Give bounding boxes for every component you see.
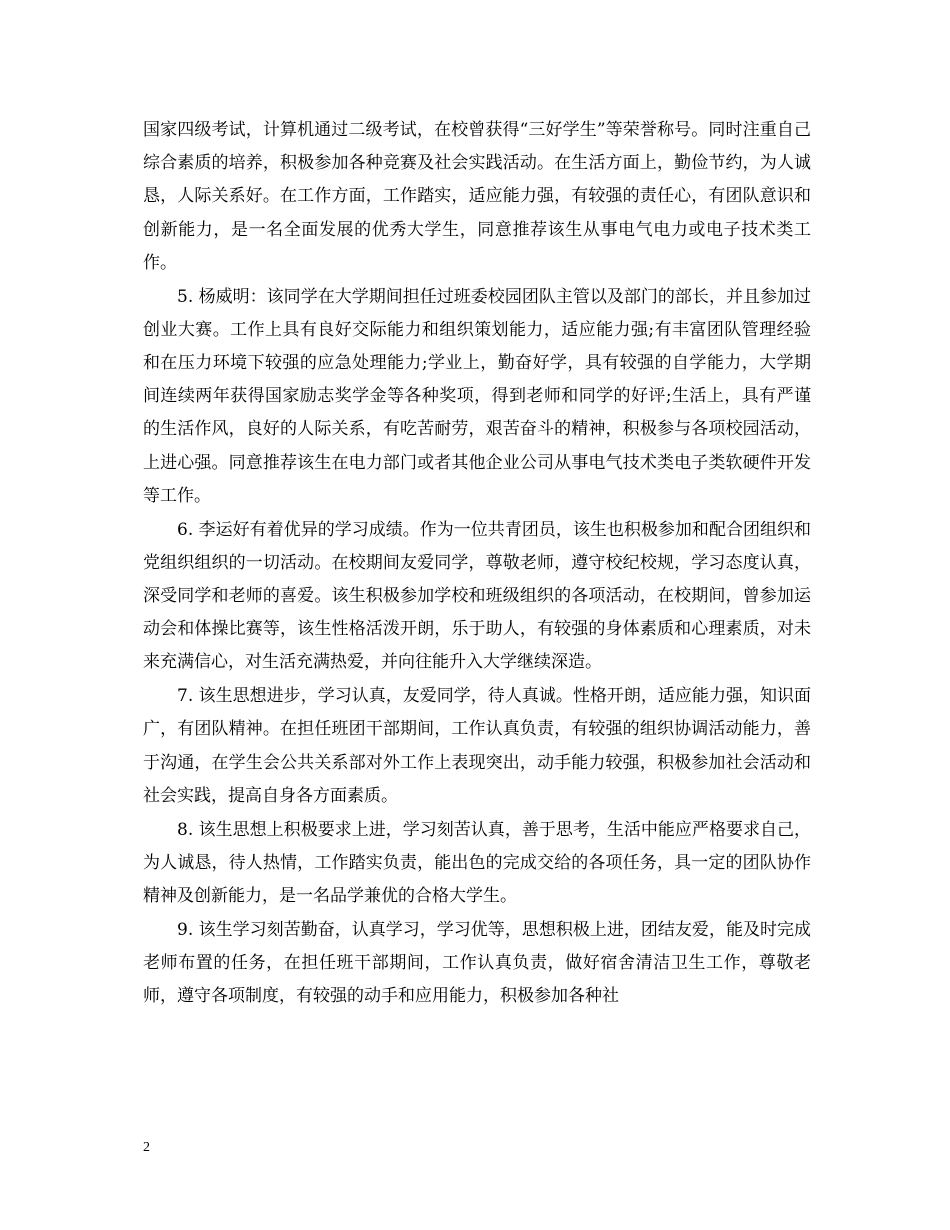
page-number: 2 <box>143 1140 150 1155</box>
paragraph-item-7: 7. 该生思想进步，学习认真，友爱同学，待人真诚。性格开朗，适应能力强，知识面广，有团队精神。在担任班团干部期间，工作认真负责，有较强的组织协调活动能力，善于沟通，在学生会公共关系部对外工作上表现突出，动手能力较强，积极参加社会活动和社会实践，提高自身各方面素质。 <box>143 686 811 806</box>
paragraph-item-5: 5. 杨威明：该同学在大学期间担任过班委校园团队主管以及部门的部长，并且参加过创业大赛。工作上具有良好交际能力和组织策划能力，适应能力强;有丰富团队管理经验和在压力环境下较强的应急处理能力;学业上，勤奋好学，具有较强的自学能力，大学期间连续两年获得国家励志奖学金等各种奖项，得到老师和同学的好评;生活上，具有严谨的生活作风，良好的人际关系，有吃苦耐劳，艰苦奋斗的精神，积极参与各项校园活动，上进心强。同意推荐该生在电力部门或者其他企业公司从事电气技术类电子类软硬件开发等工作。 <box>143 286 811 506</box>
paragraph-item-6: 6. 李运好有着优异的学习成绩。作为一位共青团员，该生也积极参加和配合团组织和党组织组织的一切活动。在校期间友爱同学，尊敬老师，遵守校纪校规，学习态度认真，深受同学和老师的喜爱。该生积极参加学校和班级组织的各项活动，在校期间，曾参加运动会和体操比赛等，该生性格活泼开朗，乐于助人，有较强的身体素质和心理素质，对未来充满信心，对生活充满热爱，并向往能升入大学继续深造。 <box>143 519 811 673</box>
paragraph-item-8: 8. 该生思想上积极要求上进，学习刻苦认真，善于思考，生活中能应严格要求自己，为人诚恳，待人热情，工作踏实负责，能出色的完成交给的各项任务，具一定的团队协作精神及创新能力，是一名品学兼优的合格大学生。 <box>143 819 811 907</box>
paragraph-continuation: 国家四级考试，计算机通过二级考试，在校曾获得“三好学生”等荣誉称号。同时注重自己综合素质的培养，积极参加各种竞赛及社会实践活动。在生活方面上，勤俭节约，为人诚恳，人际关系好。在工作方面，工作踏实，适应能力强，有较强的责任心，有团队意识和创新能力，是一名全面发展的优秀大学生，同意推荐该生从事电气电力或电子技术类工作。 <box>143 120 811 273</box>
document-body <box>143 114 811 1013</box>
paragraph-item-9: 9. 该生学习刻苦勤奋，认真学习，学习优等，思想积极上进，团结友爱，能及时完成老师布置的任务，在担任班干部期间，工作认真负责，做好宿舍清洁卫生工作，尊敬老师，遵守各项制度，有较强的动手和应用能力，积极参加各种社 <box>143 919 811 1007</box>
